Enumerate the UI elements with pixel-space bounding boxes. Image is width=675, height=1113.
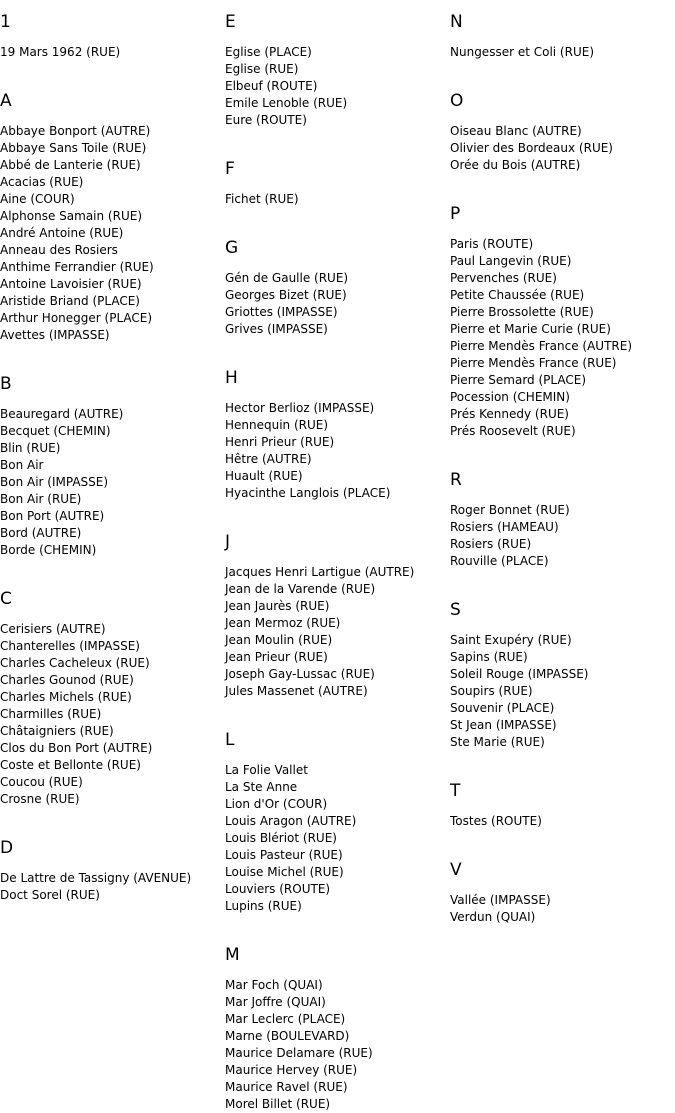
street-item: Coste et Bellonte (RUE) — [0, 758, 141, 772]
section-spacer — [225, 208, 450, 226]
index-column — [0, 0, 225, 904]
street-item: Borde (CHEMIN) — [0, 543, 97, 557]
letter-heading: R — [450, 470, 462, 490]
section-spacer — [225, 700, 450, 718]
section-spacer — [450, 830, 675, 848]
street-item: Soleil Rouge (IMPASSE) — [450, 667, 589, 681]
street-item: Eglise (PLACE) — [225, 45, 312, 59]
street-item: Charles Michels (RUE) — [0, 690, 132, 704]
street-item: Doct Sorel (RUE) — [0, 888, 100, 902]
street-item: Prés Roosevelt (RUE) — [450, 424, 576, 438]
letter-section — [225, 129, 450, 208]
street-item: Mar Leclerc (PLACE) — [225, 1012, 346, 1026]
section-spacer — [0, 808, 225, 826]
street-list — [225, 400, 450, 502]
street-item: Prés Kennedy (RUE) — [450, 407, 569, 421]
street-list — [450, 44, 675, 61]
street-list — [0, 44, 225, 61]
letter-section — [0, 12, 225, 61]
street-item: Louis Aragon (AUTRE) — [225, 814, 357, 828]
section-spacer — [225, 502, 450, 520]
street-item: Jean Prieur (RUE) — [225, 650, 328, 664]
street-item: Abbaye Bonport (AUTRE) — [0, 124, 151, 138]
street-item: Jean de la Varende (RUE) — [225, 582, 376, 596]
letter-heading: B — [0, 374, 12, 394]
street-item: Sapins (RUE) — [450, 650, 528, 664]
section-spacer — [0, 61, 225, 79]
street-item: Hyacinthe Langlois (PLACE) — [225, 486, 391, 500]
section-spacer — [0, 344, 225, 362]
street-item: Anthime Ferrandier (RUE) — [0, 260, 154, 274]
section-spacer — [450, 174, 675, 192]
letter-section — [450, 751, 675, 830]
street-item: Saint Exupéry (RUE) — [450, 633, 572, 647]
street-item: Henri Prieur (RUE) — [225, 435, 335, 449]
street-item: Souvenir (PLACE) — [450, 701, 555, 715]
street-list — [225, 44, 450, 129]
section-spacer — [450, 440, 675, 458]
section-spacer — [225, 915, 450, 933]
street-item: Pierre Mendès France (AUTRE) — [450, 339, 633, 353]
street-list — [450, 123, 675, 174]
street-item: Verdun (QUAI) — [450, 910, 536, 924]
street-item: Lion d'Or (COUR) — [225, 797, 328, 811]
street-item: Aine (COUR) — [0, 192, 75, 206]
street-item: Georges Bizet (RUE) — [225, 288, 347, 302]
letter-heading: F — [225, 159, 235, 179]
street-item: Rouville (PLACE) — [450, 554, 549, 568]
street-item: Fichet (RUE) — [225, 192, 299, 206]
letter-heading: J — [225, 532, 231, 552]
street-item: Pierre Mendès France (RUE) — [450, 356, 617, 370]
letter-section — [225, 208, 450, 338]
street-item: Bon Air (IMPASSE) — [0, 475, 109, 489]
street-item: Pervenches (RUE) — [450, 271, 557, 285]
street-item: Gén de Gaulle (RUE) — [225, 271, 349, 285]
street-item: Maurice Delamare (RUE) — [225, 1046, 373, 1060]
street-list — [450, 236, 675, 440]
street-item: Paul Langevin (RUE) — [450, 254, 572, 268]
street-list — [0, 406, 225, 559]
street-item: Jules Massenet (AUTRE) — [225, 684, 368, 698]
letter-heading: S — [450, 600, 461, 620]
letter-heading: M — [225, 945, 240, 965]
section-spacer — [450, 61, 675, 79]
section-spacer — [450, 570, 675, 588]
letter-section — [450, 570, 675, 751]
street-item: Alphonse Samain (RUE) — [0, 209, 142, 223]
street-item: Hêtre (AUTRE) — [225, 452, 312, 466]
street-list — [225, 762, 450, 915]
letter-heading: C — [0, 589, 12, 609]
street-item: Bon Air (RUE) — [0, 492, 82, 506]
street-item: La Ste Anne — [225, 780, 298, 794]
street-list — [450, 632, 675, 751]
street-item: Jean Mermoz (RUE) — [225, 616, 341, 630]
street-list — [0, 870, 225, 904]
street-item: Tostes (ROUTE) — [450, 814, 542, 828]
street-item: Hennequin (RUE) — [225, 418, 329, 432]
street-item: Louis Pasteur (RUE) — [225, 848, 343, 862]
street-item: Louis Blériot (RUE) — [225, 831, 337, 845]
letter-heading: V — [450, 860, 462, 880]
street-item: Nungesser et Coli (RUE) — [450, 45, 594, 59]
letter-section — [450, 61, 675, 174]
street-item: Chanterelles (IMPASSE) — [0, 639, 140, 653]
street-item: Maurice Ravel (RUE) — [225, 1080, 348, 1094]
street-item: La Folie Vallet — [225, 763, 308, 777]
street-item: Blin (RUE) — [0, 441, 61, 455]
street-item: Antoine Lavoisier (RUE) — [0, 277, 142, 291]
letter-heading: G — [225, 238, 239, 258]
letter-heading: P — [450, 204, 461, 224]
street-item: Avettes (IMPASSE) — [0, 328, 110, 342]
street-list — [450, 892, 675, 926]
letter-heading: O — [450, 91, 464, 111]
street-item: Jean Moulin (RUE) — [225, 633, 333, 647]
letter-section — [0, 808, 225, 904]
index-column — [450, 0, 675, 926]
street-item: Eure (ROUTE) — [225, 113, 307, 127]
section-spacer — [450, 751, 675, 769]
street-item: Abbé de Lanterie (RUE) — [0, 158, 141, 172]
letter-section — [450, 830, 675, 926]
street-item: Cerisiers (AUTRE) — [0, 622, 106, 636]
section-spacer — [225, 129, 450, 147]
street-item: Jacques Henri Lartigue (AUTRE) — [225, 565, 415, 579]
letter-section — [225, 12, 450, 129]
street-item: Mar Foch (QUAI) — [225, 978, 323, 992]
street-item: Acacias (RUE) — [0, 175, 84, 189]
street-list — [0, 621, 225, 808]
street-item: St Jean (IMPASSE) — [450, 718, 557, 732]
street-item: 19 Mars 1962 (RUE) — [0, 45, 121, 59]
street-item: Soupirs (RUE) — [450, 684, 533, 698]
street-item: Charles Cacheleux (RUE) — [0, 656, 150, 670]
street-item: Lupins (RUE) — [225, 899, 302, 913]
street-item: Louviers (ROUTE) — [225, 882, 331, 896]
street-item: Charmilles (RUE) — [0, 707, 102, 721]
street-item: Petite Chaussée (RUE) — [450, 288, 585, 302]
street-item: Abbaye Sans Toile (RUE) — [0, 141, 147, 155]
street-item: Châtaigniers (RUE) — [0, 724, 114, 738]
street-item: Orée du Bois (AUTRE) — [450, 158, 581, 172]
letter-section — [225, 338, 450, 502]
street-item: Olivier des Bordeaux (RUE) — [450, 141, 613, 155]
letter-section — [450, 12, 675, 61]
street-item: Grives (IMPASSE) — [225, 322, 328, 336]
street-item: Huault (RUE) — [225, 469, 303, 483]
section-spacer — [225, 338, 450, 356]
street-item: Vallée (IMPASSE) — [450, 893, 551, 907]
street-item: Aristide Briand (PLACE) — [0, 294, 140, 308]
street-item: Pocession (CHEMIN) — [450, 390, 570, 404]
street-item: Rosiers (HAMEAU) — [450, 520, 559, 534]
street-item: Maurice Hervey (RUE) — [225, 1063, 358, 1077]
street-item: Marne (BOULEVARD) — [225, 1029, 350, 1043]
street-item: André Antoine (RUE) — [0, 226, 124, 240]
street-item: Jean Jaurès (RUE) — [225, 599, 330, 613]
letter-section — [0, 344, 225, 559]
street-item: Griottes (IMPASSE) — [225, 305, 338, 319]
street-item: Arthur Honegger (PLACE) — [0, 311, 153, 325]
street-list — [225, 270, 450, 338]
street-item: Morel Billet (RUE) — [225, 1097, 331, 1111]
street-item: Oiseau Blanc (AUTRE) — [450, 124, 582, 138]
street-list — [225, 564, 450, 700]
street-item: Pierre Brossolette (RUE) — [450, 305, 594, 319]
street-item: Charles Gounod (RUE) — [0, 673, 134, 687]
street-item: Roger Bonnet (RUE) — [450, 503, 570, 517]
street-list — [450, 813, 675, 830]
letter-section — [225, 700, 450, 915]
street-item: Louise Michel (RUE) — [225, 865, 344, 879]
street-item: Crosne (RUE) — [0, 792, 80, 806]
street-item: Mar Joffre (QUAI) — [225, 995, 326, 1009]
letter-heading: D — [0, 838, 14, 858]
section-spacer — [0, 559, 225, 577]
street-item: Joseph Gay-Lussac (RUE) — [225, 667, 375, 681]
street-item: Paris (ROUTE) — [450, 237, 534, 251]
street-item: Becquet (CHEMIN) — [0, 424, 111, 438]
street-item: Eglise (RUE) — [225, 62, 299, 76]
letter-section — [450, 174, 675, 440]
street-item: Bord (AUTRE) — [0, 526, 82, 540]
street-item: Beauregard (AUTRE) — [0, 407, 124, 421]
index-column — [225, 0, 450, 1113]
street-list — [225, 977, 450, 1113]
letter-section — [225, 915, 450, 1113]
letter-heading: N — [450, 12, 463, 32]
street-list — [0, 123, 225, 344]
street-item: Coucou (RUE) — [0, 775, 83, 789]
street-item: Bon Port (AUTRE) — [0, 509, 105, 523]
street-item: Rosiers (RUE) — [450, 537, 532, 551]
street-item: Clos du Bon Port (AUTRE) — [0, 741, 153, 755]
street-item: De Lattre de Tassigny (AVENUE) — [0, 871, 192, 885]
letter-section — [450, 440, 675, 570]
street-list — [225, 191, 450, 208]
street-item: Pierre et Marie Curie (RUE) — [450, 322, 611, 336]
letter-heading: L — [225, 730, 235, 750]
letter-section — [0, 61, 225, 344]
street-item: Elbeuf (ROUTE) — [225, 79, 318, 93]
street-list — [450, 502, 675, 570]
street-item: Hector Berlioz (IMPASSE) — [225, 401, 375, 415]
letter-heading: E — [225, 12, 236, 32]
letter-heading: T — [450, 781, 461, 801]
letter-section — [0, 559, 225, 808]
street-item: Ste Marie (RUE) — [450, 735, 545, 749]
letter-heading: A — [0, 91, 12, 111]
letter-heading: 1 — [0, 12, 11, 32]
street-item: Bon Air — [0, 458, 44, 472]
letter-heading: H — [225, 368, 238, 388]
letter-section — [225, 502, 450, 700]
street-item: Anneau des Rosiers — [0, 243, 118, 257]
street-item: Pierre Semard (PLACE) — [450, 373, 586, 387]
street-item: Emile Lenoble (RUE) — [225, 96, 348, 110]
